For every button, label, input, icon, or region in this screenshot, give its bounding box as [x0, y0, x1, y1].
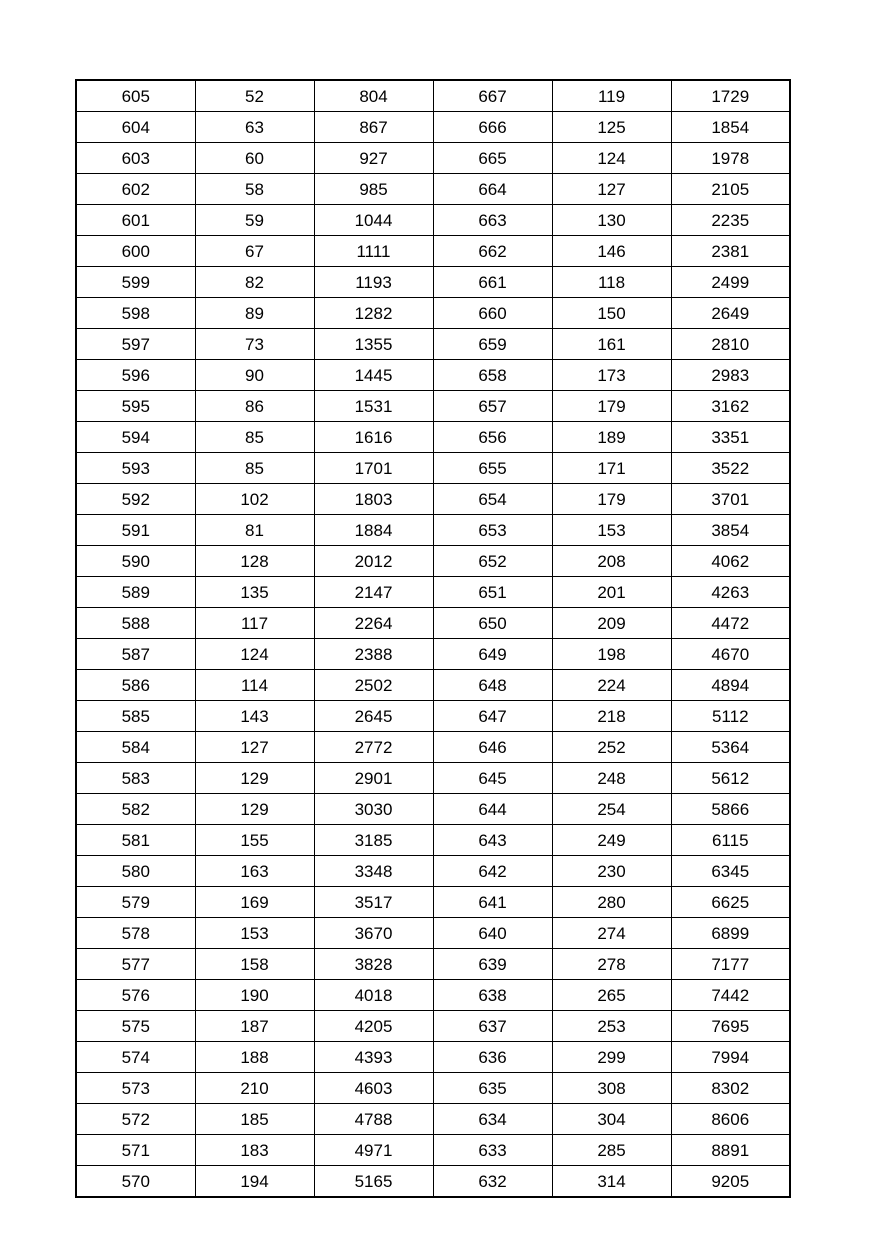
cell-score-left: 587 [76, 639, 195, 670]
cell-score-right: 650 [433, 608, 552, 639]
cell-score-right: 643 [433, 825, 552, 856]
cell-score-right: 667 [433, 80, 552, 112]
cell-cumulative-left: 1803 [314, 484, 433, 515]
cell-score-right: 664 [433, 174, 552, 205]
cell-cumulative-left: 4971 [314, 1135, 433, 1166]
table-row [76, 236, 790, 267]
cell-count-left: 58 [195, 174, 314, 205]
cell-count-right: 224 [552, 670, 671, 701]
cell-count-right: 119 [552, 80, 671, 112]
cell-score-right: 653 [433, 515, 552, 546]
cell-cumulative-left: 1884 [314, 515, 433, 546]
cell-count-right: 201 [552, 577, 671, 608]
cell-cumulative-right: 3854 [671, 515, 790, 546]
cell-cumulative-left: 1616 [314, 422, 433, 453]
cell-cumulative-right: 4062 [671, 546, 790, 577]
cell-score-left: 573 [76, 1073, 195, 1104]
cell-count-left: 86 [195, 391, 314, 422]
cell-score-left: 594 [76, 422, 195, 453]
cell-count-left: 117 [195, 608, 314, 639]
cell-count-right: 171 [552, 453, 671, 484]
cell-cumulative-right: 6115 [671, 825, 790, 856]
table-row [76, 422, 790, 453]
cell-score-left: 570 [76, 1166, 195, 1198]
table-row [76, 763, 790, 794]
table-row [76, 298, 790, 329]
cell-count-right: 179 [552, 484, 671, 515]
cell-cumulative-right: 6899 [671, 918, 790, 949]
cell-cumulative-left: 1193 [314, 267, 433, 298]
cell-cumulative-left: 804 [314, 80, 433, 112]
cell-score-right: 633 [433, 1135, 552, 1166]
cell-count-left: 73 [195, 329, 314, 360]
cell-count-right: 265 [552, 980, 671, 1011]
cell-count-right: 118 [552, 267, 671, 298]
cell-count-left: 114 [195, 670, 314, 701]
cell-cumulative-right: 7442 [671, 980, 790, 1011]
table-row [76, 918, 790, 949]
cell-cumulative-right: 2810 [671, 329, 790, 360]
cell-count-right: 173 [552, 360, 671, 391]
cell-count-left: 124 [195, 639, 314, 670]
cell-count-left: 129 [195, 794, 314, 825]
table-row [76, 639, 790, 670]
cell-score-right: 632 [433, 1166, 552, 1198]
cell-count-left: 158 [195, 949, 314, 980]
cell-count-left: 81 [195, 515, 314, 546]
cell-score-left: 604 [76, 112, 195, 143]
cell-score-left: 599 [76, 267, 195, 298]
table-row [76, 1166, 790, 1198]
table-row [76, 1073, 790, 1104]
cell-score-right: 645 [433, 763, 552, 794]
cell-count-right: 127 [552, 174, 671, 205]
cell-cumulative-right: 8302 [671, 1073, 790, 1104]
cell-count-left: 85 [195, 453, 314, 484]
cell-count-right: 209 [552, 608, 671, 639]
table-row [76, 887, 790, 918]
cell-count-left: 169 [195, 887, 314, 918]
cell-score-left: 579 [76, 887, 195, 918]
cell-cumulative-left: 4018 [314, 980, 433, 1011]
cell-score-left: 586 [76, 670, 195, 701]
cell-count-left: 63 [195, 112, 314, 143]
cell-count-left: 135 [195, 577, 314, 608]
cell-cumulative-right: 7695 [671, 1011, 790, 1042]
table-row [76, 701, 790, 732]
cell-score-left: 576 [76, 980, 195, 1011]
cell-count-left: 155 [195, 825, 314, 856]
cell-cumulative-left: 2901 [314, 763, 433, 794]
cell-count-left: 67 [195, 236, 314, 267]
cell-count-left: 59 [195, 205, 314, 236]
cell-score-right: 648 [433, 670, 552, 701]
cell-cumulative-left: 4393 [314, 1042, 433, 1073]
table-row [76, 732, 790, 763]
table-row [76, 329, 790, 360]
cell-count-right: 124 [552, 143, 671, 174]
cell-score-right: 659 [433, 329, 552, 360]
cell-score-left: 588 [76, 608, 195, 639]
cell-count-left: 194 [195, 1166, 314, 1198]
cell-cumulative-left: 2772 [314, 732, 433, 763]
cell-cumulative-left: 1445 [314, 360, 433, 391]
cell-cumulative-right: 3162 [671, 391, 790, 422]
cell-cumulative-left: 1531 [314, 391, 433, 422]
cell-cumulative-right: 4472 [671, 608, 790, 639]
cell-count-right: 218 [552, 701, 671, 732]
cell-cumulative-left: 4788 [314, 1104, 433, 1135]
cell-score-left: 591 [76, 515, 195, 546]
table-row [76, 949, 790, 980]
cell-cumulative-right: 6625 [671, 887, 790, 918]
cell-count-right: 153 [552, 515, 671, 546]
cell-cumulative-left: 3828 [314, 949, 433, 980]
cell-score-left: 596 [76, 360, 195, 391]
cell-count-left: 90 [195, 360, 314, 391]
cell-score-left: 584 [76, 732, 195, 763]
cell-count-left: 127 [195, 732, 314, 763]
cell-score-left: 601 [76, 205, 195, 236]
table-row [76, 980, 790, 1011]
cell-score-left: 574 [76, 1042, 195, 1073]
cell-count-left: 183 [195, 1135, 314, 1166]
cell-count-right: 125 [552, 112, 671, 143]
table-row [76, 174, 790, 205]
cell-cumulative-left: 3670 [314, 918, 433, 949]
cell-score-left: 598 [76, 298, 195, 329]
cell-cumulative-right: 1978 [671, 143, 790, 174]
score-distribution-table [75, 79, 791, 1198]
cell-score-left: 582 [76, 794, 195, 825]
cell-score-right: 647 [433, 701, 552, 732]
cell-cumulative-left: 927 [314, 143, 433, 174]
table-body [76, 80, 790, 1197]
cell-count-left: 185 [195, 1104, 314, 1135]
cell-score-left: 581 [76, 825, 195, 856]
cell-cumulative-right: 8891 [671, 1135, 790, 1166]
table-row [76, 1011, 790, 1042]
cell-count-right: 274 [552, 918, 671, 949]
cell-cumulative-right: 7994 [671, 1042, 790, 1073]
table-row [76, 608, 790, 639]
cell-count-right: 280 [552, 887, 671, 918]
cell-score-left: 589 [76, 577, 195, 608]
cell-score-left: 572 [76, 1104, 195, 1135]
cell-cumulative-left: 2264 [314, 608, 433, 639]
cell-score-left: 580 [76, 856, 195, 887]
cell-score-right: 641 [433, 887, 552, 918]
cell-count-left: 188 [195, 1042, 314, 1073]
cell-count-right: 285 [552, 1135, 671, 1166]
cell-cumulative-right: 1854 [671, 112, 790, 143]
cell-count-right: 179 [552, 391, 671, 422]
table-row [76, 825, 790, 856]
cell-cumulative-right: 2105 [671, 174, 790, 205]
cell-count-right: 252 [552, 732, 671, 763]
cell-count-left: 89 [195, 298, 314, 329]
cell-cumulative-left: 2012 [314, 546, 433, 577]
cell-count-right: 278 [552, 949, 671, 980]
cell-score-left: 590 [76, 546, 195, 577]
cell-cumulative-left: 3185 [314, 825, 433, 856]
cell-cumulative-right: 4263 [671, 577, 790, 608]
cell-cumulative-left: 3517 [314, 887, 433, 918]
cell-cumulative-right: 3351 [671, 422, 790, 453]
cell-count-left: 187 [195, 1011, 314, 1042]
cell-score-right: 642 [433, 856, 552, 887]
cell-count-left: 60 [195, 143, 314, 174]
cell-count-right: 253 [552, 1011, 671, 1042]
cell-cumulative-right: 2499 [671, 267, 790, 298]
cell-score-left: 578 [76, 918, 195, 949]
cell-count-right: 130 [552, 205, 671, 236]
cell-cumulative-right: 6345 [671, 856, 790, 887]
cell-cumulative-right: 3522 [671, 453, 790, 484]
cell-cumulative-right: 2381 [671, 236, 790, 267]
cell-score-right: 646 [433, 732, 552, 763]
cell-count-left: 102 [195, 484, 314, 515]
cell-cumulative-left: 1111 [314, 236, 433, 267]
cell-cumulative-left: 1282 [314, 298, 433, 329]
cell-score-right: 656 [433, 422, 552, 453]
table-row [76, 1135, 790, 1166]
cell-cumulative-left: 2388 [314, 639, 433, 670]
table-row [76, 484, 790, 515]
cell-cumulative-left: 3030 [314, 794, 433, 825]
cell-cumulative-left: 4603 [314, 1073, 433, 1104]
cell-score-right: 663 [433, 205, 552, 236]
cell-cumulative-right: 7177 [671, 949, 790, 980]
cell-score-right: 639 [433, 949, 552, 980]
table-row [76, 794, 790, 825]
cell-count-right: 304 [552, 1104, 671, 1135]
cell-score-left: 593 [76, 453, 195, 484]
cell-count-left: 82 [195, 267, 314, 298]
cell-cumulative-right: 5364 [671, 732, 790, 763]
cell-cumulative-right: 4894 [671, 670, 790, 701]
cell-score-left: 603 [76, 143, 195, 174]
cell-count-right: 161 [552, 329, 671, 360]
cell-count-left: 163 [195, 856, 314, 887]
cell-count-right: 249 [552, 825, 671, 856]
cell-cumulative-right: 5866 [671, 794, 790, 825]
cell-score-right: 665 [433, 143, 552, 174]
cell-score-right: 635 [433, 1073, 552, 1104]
cell-cumulative-right: 3701 [671, 484, 790, 515]
cell-score-right: 660 [433, 298, 552, 329]
cell-count-right: 230 [552, 856, 671, 887]
table-row [76, 205, 790, 236]
cell-count-right: 198 [552, 639, 671, 670]
cell-count-right: 208 [552, 546, 671, 577]
cell-score-right: 638 [433, 980, 552, 1011]
table-row [76, 1042, 790, 1073]
cell-cumulative-right: 2235 [671, 205, 790, 236]
cell-score-left: 602 [76, 174, 195, 205]
cell-score-right: 640 [433, 918, 552, 949]
cell-count-left: 210 [195, 1073, 314, 1104]
cell-score-left: 585 [76, 701, 195, 732]
cell-cumulative-left: 2502 [314, 670, 433, 701]
table-row [76, 360, 790, 391]
cell-score-left: 575 [76, 1011, 195, 1042]
cell-score-right: 666 [433, 112, 552, 143]
cell-cumulative-right: 9205 [671, 1166, 790, 1198]
cell-cumulative-left: 2645 [314, 701, 433, 732]
cell-count-right: 254 [552, 794, 671, 825]
table-row [76, 143, 790, 174]
cell-score-right: 644 [433, 794, 552, 825]
cell-score-right: 662 [433, 236, 552, 267]
cell-count-left: 128 [195, 546, 314, 577]
cell-cumulative-left: 2147 [314, 577, 433, 608]
cell-cumulative-left: 985 [314, 174, 433, 205]
table-row [76, 546, 790, 577]
table-row [76, 453, 790, 484]
cell-score-right: 634 [433, 1104, 552, 1135]
cell-cumulative-right: 5112 [671, 701, 790, 732]
cell-cumulative-right: 2983 [671, 360, 790, 391]
cell-count-left: 143 [195, 701, 314, 732]
cell-score-right: 636 [433, 1042, 552, 1073]
table-row [76, 80, 790, 112]
cell-score-left: 583 [76, 763, 195, 794]
cell-score-right: 652 [433, 546, 552, 577]
score-table-container [75, 79, 789, 1198]
cell-cumulative-right: 1729 [671, 80, 790, 112]
table-row [76, 856, 790, 887]
table-row [76, 515, 790, 546]
cell-cumulative-right: 4670 [671, 639, 790, 670]
cell-count-left: 52 [195, 80, 314, 112]
cell-score-left: 595 [76, 391, 195, 422]
table-row [76, 577, 790, 608]
table-row [76, 670, 790, 701]
cell-cumulative-right: 5612 [671, 763, 790, 794]
cell-score-right: 637 [433, 1011, 552, 1042]
cell-count-right: 248 [552, 763, 671, 794]
cell-cumulative-right: 2649 [671, 298, 790, 329]
cell-score-right: 649 [433, 639, 552, 670]
table-row [76, 391, 790, 422]
cell-score-left: 571 [76, 1135, 195, 1166]
cell-score-left: 597 [76, 329, 195, 360]
cell-cumulative-left: 1044 [314, 205, 433, 236]
cell-count-left: 153 [195, 918, 314, 949]
cell-score-right: 651 [433, 577, 552, 608]
cell-cumulative-left: 1355 [314, 329, 433, 360]
cell-score-right: 654 [433, 484, 552, 515]
cell-score-left: 592 [76, 484, 195, 515]
cell-cumulative-left: 4205 [314, 1011, 433, 1042]
cell-cumulative-left: 867 [314, 112, 433, 143]
cell-cumulative-left: 1701 [314, 453, 433, 484]
cell-count-left: 129 [195, 763, 314, 794]
table-row [76, 267, 790, 298]
cell-score-right: 658 [433, 360, 552, 391]
cell-cumulative-right: 8606 [671, 1104, 790, 1135]
cell-score-left: 600 [76, 236, 195, 267]
cell-count-right: 308 [552, 1073, 671, 1104]
cell-count-right: 314 [552, 1166, 671, 1198]
cell-count-left: 190 [195, 980, 314, 1011]
cell-count-right: 299 [552, 1042, 671, 1073]
cell-count-left: 85 [195, 422, 314, 453]
cell-count-right: 146 [552, 236, 671, 267]
cell-count-right: 150 [552, 298, 671, 329]
cell-score-right: 657 [433, 391, 552, 422]
cell-score-left: 605 [76, 80, 195, 112]
cell-score-right: 661 [433, 267, 552, 298]
cell-score-left: 577 [76, 949, 195, 980]
cell-count-right: 189 [552, 422, 671, 453]
table-row [76, 1104, 790, 1135]
cell-cumulative-left: 5165 [314, 1166, 433, 1198]
cell-score-right: 655 [433, 453, 552, 484]
cell-cumulative-left: 3348 [314, 856, 433, 887]
table-row [76, 112, 790, 143]
